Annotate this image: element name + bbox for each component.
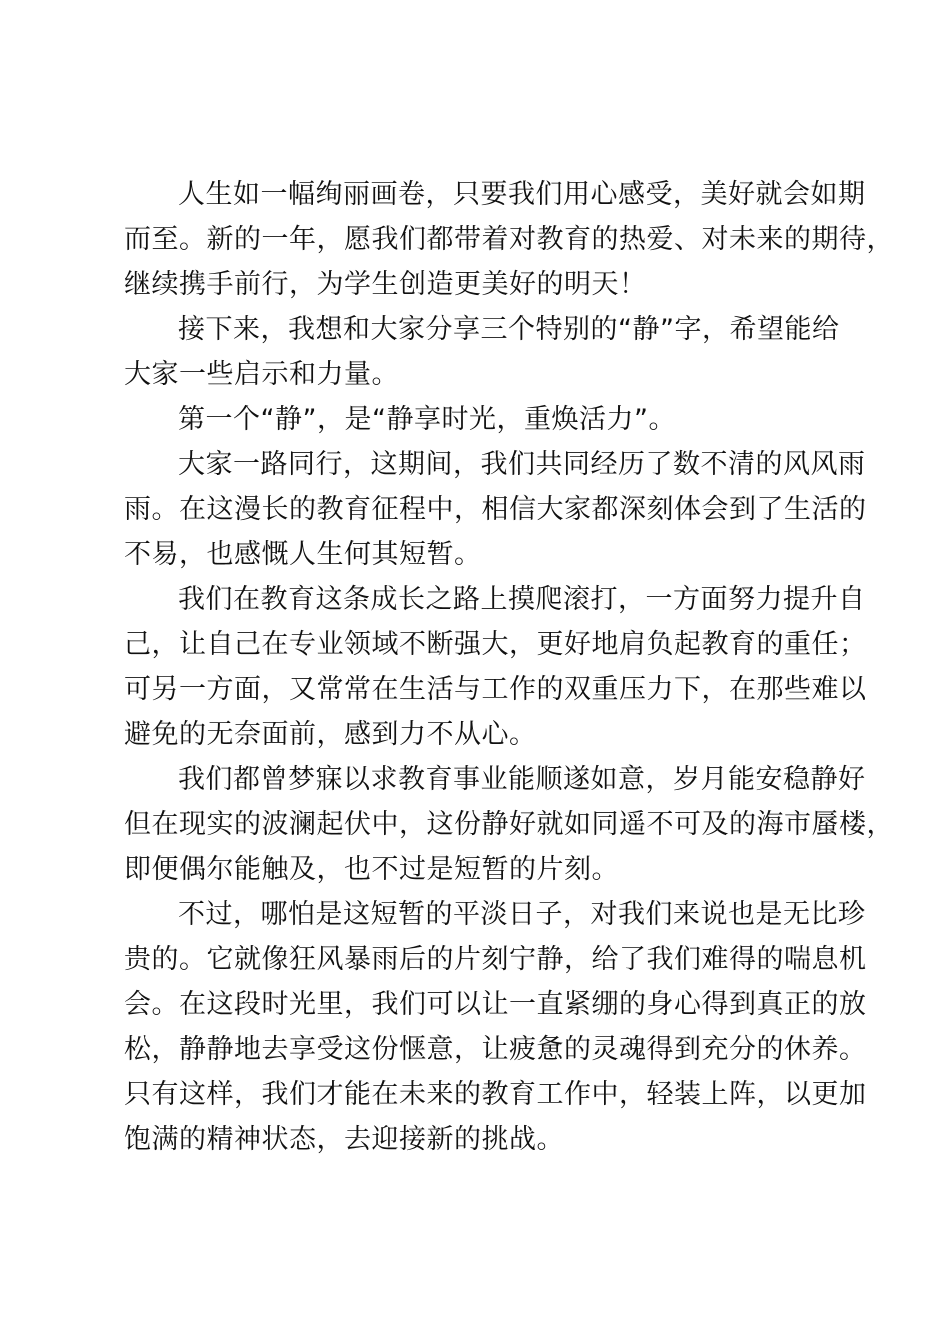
- paragraph-7: [124, 892, 867, 1162]
- text-line: 不过，哪怕是这短暂的平淡日子，对我们来说也是无比珍: [178, 899, 866, 930]
- text-line: 继续携手前行，为学生创造更美好的明天！: [124, 269, 647, 300]
- paragraph-2: [124, 307, 840, 397]
- text-line: 雨。在这漫长的教育征程中，相信大家都深刻体会到了生活的: [124, 494, 867, 525]
- text-line: 只有这样，我们才能在未来的教育工作中，轻装上阵，以更加: [124, 1079, 867, 1110]
- text-line: 不易，也感慨人生何其短暂。: [124, 539, 482, 570]
- body-text: [124, 172, 894, 1162]
- paragraph-3: [124, 397, 836, 442]
- text-line: 人生如一幅绚丽画卷，只要我们用心感受，美好就会如期: [178, 179, 866, 210]
- text-line: 松，静静地去享受这份惬意，让疲惫的灵魂得到充分的休养。: [124, 1034, 867, 1065]
- paragraph-6: [124, 757, 894, 892]
- text-line: 会。在这段时光里，我们可以让一直紧绷的身心得到真正的放: [124, 989, 867, 1020]
- paragraph-1: [124, 172, 894, 307]
- text-line: 避免的无奈面前，感到力不从心。: [124, 719, 537, 750]
- text-line: 我们在教育这条成长之路上摸爬滚打，一方面努力提升自: [178, 584, 866, 615]
- text-line: 饱满的精神状态，去迎接新的挑战。: [124, 1124, 564, 1155]
- text-line: 大家一些启示和力量。: [124, 359, 399, 390]
- text-line: 可另一方面，又常常在生活与工作的双重压力下，在那些难以: [124, 674, 867, 705]
- paragraph-5: [124, 577, 867, 757]
- text-line: 贵的。它就像狂风暴雨后的片刻宁静，给了我们难得的喘息机: [124, 944, 867, 975]
- text-line: 第一个“静”，是“静享时光，重焕活力”。: [178, 404, 676, 435]
- text-line: 但在现实的波澜起伏中，这份静好就如同遥不可及的海市蜃楼，: [124, 809, 894, 840]
- text-line: 接下来，我想和大家分享三个特别的“静”字，希望能给: [178, 314, 840, 345]
- text-line: 己，让自己在专业领域不断强大，更好地肩负起教育的重任；: [124, 629, 867, 660]
- paragraph-4: [124, 442, 867, 577]
- text-line: 即便偶尔能触及，也不过是短暂的片刻。: [124, 854, 619, 885]
- text-line: 大家一路同行，这期间，我们共同经历了数不清的风风雨: [178, 449, 866, 480]
- text-line: 我们都曾梦寐以求教育事业能顺遂如意，岁月能安稳静好: [178, 764, 866, 795]
- text-line: 而至。新的一年，愿我们都带着对教育的热爱、对未来的期待，: [124, 224, 894, 255]
